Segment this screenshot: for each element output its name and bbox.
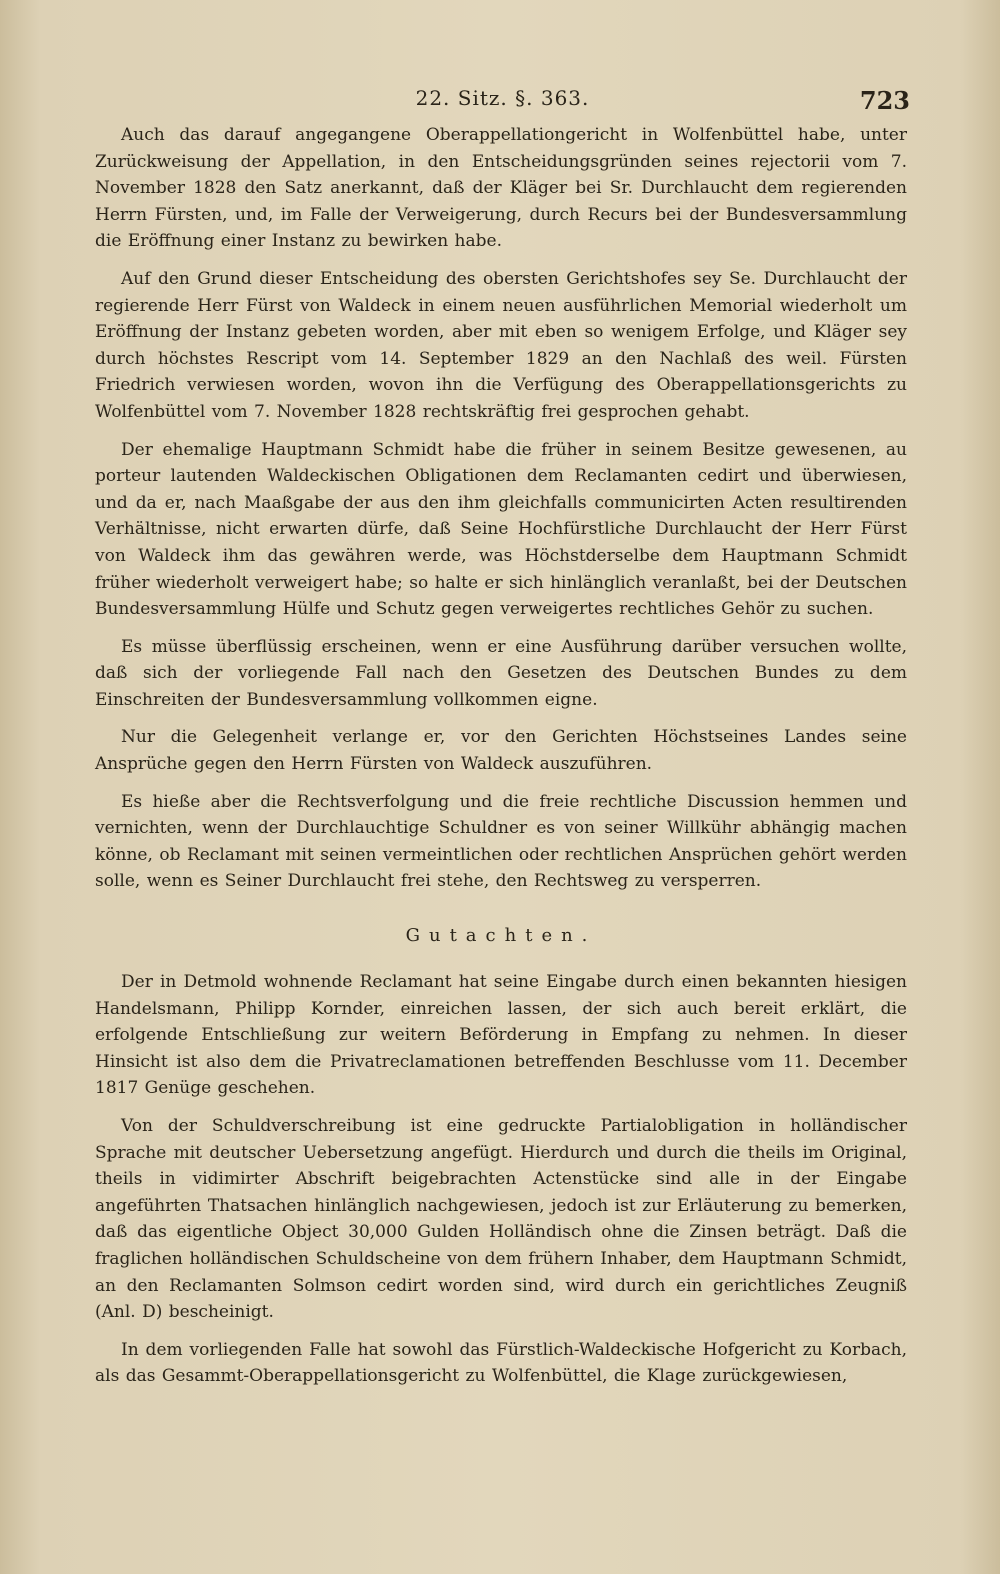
paragraph: Von der Schuldverschreibung ist eine gedruckte Partialobligation in holländischer Sprache mit deutscher Uebersetzung angefügt. Hierdurch und durch die theils im Original, theils in vidimirter Abschrift beigebrachten Actenstücke sind alle in der Eingabe angeführten Thatsachen hinlänglich nachgewiesen, jedoch ist zur Erläuterung zu bemerken, daß das eigentliche Object 30,000 Gulden Holländisch ohne die Zinsen beträgt. Daß die fraglichen holländischen Schuldscheine von dem frühern Inhaber, dem Hauptmann Schmidt, an den Reclamanten Solmson cedirt worden sind, wird durch ein gerichtliches Zeugniß (Anl. D) bescheinigt. (95, 1116, 907, 1323)
page-number: 723 (859, 86, 910, 115)
paragraph: Auch das darauf angegangene Oberappellationgericht in Wolfenbüttel habe, unter Zurückweisung der Appellation, in den Entscheidungsgründen seines rejectorii vom 7. November 1828 den Satz anerkannt, daß der Kläger bei Sr. Durchlaucht dem regierenden Herrn Fürsten, und, im Falle der Verweigerung, durch Recurs bei der Bundesversammlung die Eröffnung einer Instanz zu bewirken habe. (95, 125, 907, 252)
section-title: Gutachten. (405, 925, 597, 947)
paragraph: Auf den Grund dieser Entscheidung des obersten Gerichtshofes sey Se. Durchlaucht der regierende Herr Fürst von Waldeck in einem neuen ausführlichen Memorial wiederholt um Eröffnung der Instanz gebeten worden, aber mit eben so wenigem Erfolge, und Kläger sey durch höchstes Rescript vom 14. September 1829 an den Nachlaß des weil. Fürsten Friedrich verwiesen worden, wovon ihn die Verfügung des Oberappellationsgerichts zu Wolfenbüttel vom 7. November 1828 rechtskräftig frei gesprochen gehabt. (95, 268, 907, 422)
running-head: 22. Sitz. §. 363. (415, 86, 590, 110)
paragraph: Es müsse überflüssig erscheinen, wenn er eine Ausführung darüber versuchen wollte, daß sich der vorliegende Fall nach den Gesetzen des Deutschen Bundes zu dem Einschreiten der Bundesversammlung vollkommen eigne. (95, 636, 907, 710)
page-header (95, 86, 910, 116)
paragraph: Der ehemalige Hauptmann Schmidt habe die früher in seinem Besitze gewesenen, au porteur lautenden Waldeckischen Obligationen dem Reclamanten cedirt und überwiesen, und da er, nach Maaßgabe der aus den ihm gleichfalls communicirten Acten resultirenden Verhältnisse, nicht erwarten dürfe, daß Seine Hochfürstliche Durchlaucht der Herr Fürst von Waldeck ihm das gewähren werde, was Höchstderselbe dem Hauptmann Schmidt früher wiederholt verweigert habe; so halte er sich hinlänglich veranlaßt, bei der Deutschen Bundesversammlung Hülfe und Schutz gegen verweigertes rechtliches Gehör zu suchen. (95, 439, 907, 620)
paragraph: In dem vorliegenden Falle hat sowohl das Fürstlich-Waldeckische Hofgericht zu Korbach, als das Gesammt-Oberappellationsgericht zu Wolfenbüttel, die Klage zurückgewiesen, (95, 1339, 907, 1387)
paragraph: Nur die Gelegenheit verlange er, vor den Gerichten Höchstseines Landes seine Ansprüche gegen den Herrn Fürsten von Waldeck auszuführen. (95, 727, 907, 775)
paragraph: Der in Detmold wohnende Reclamant hat seine Eingabe durch einen bekannten hiesigen Handelsmann, Philipp Kornder, einreichen lassen, der sich auch bereit erklärt, die erfolgende Entschließung zur weitern Beförderung in Empfang zu nehmen. In dieser Hinsicht ist also dem die Privatreclamationen betreffenden Beschlusse vom 11. December 1817 Genüge geschehen. (95, 972, 907, 1099)
paragraph: Es hieße aber die Rechtsverfolgung und die freie rechtliche Discussion hemmen und vernichten, wenn der Durchlauchtige Schuldner es von seiner Willkühr abhängig machen könne, ob Reclamant mit seinen vermeintlichen oder rechtlichen Ansprüchen gehört werden solle, wenn es Seiner Durchlaucht frei stehe, den Rechtsweg zu versperren. (95, 791, 907, 892)
page-body (95, 122, 907, 1401)
